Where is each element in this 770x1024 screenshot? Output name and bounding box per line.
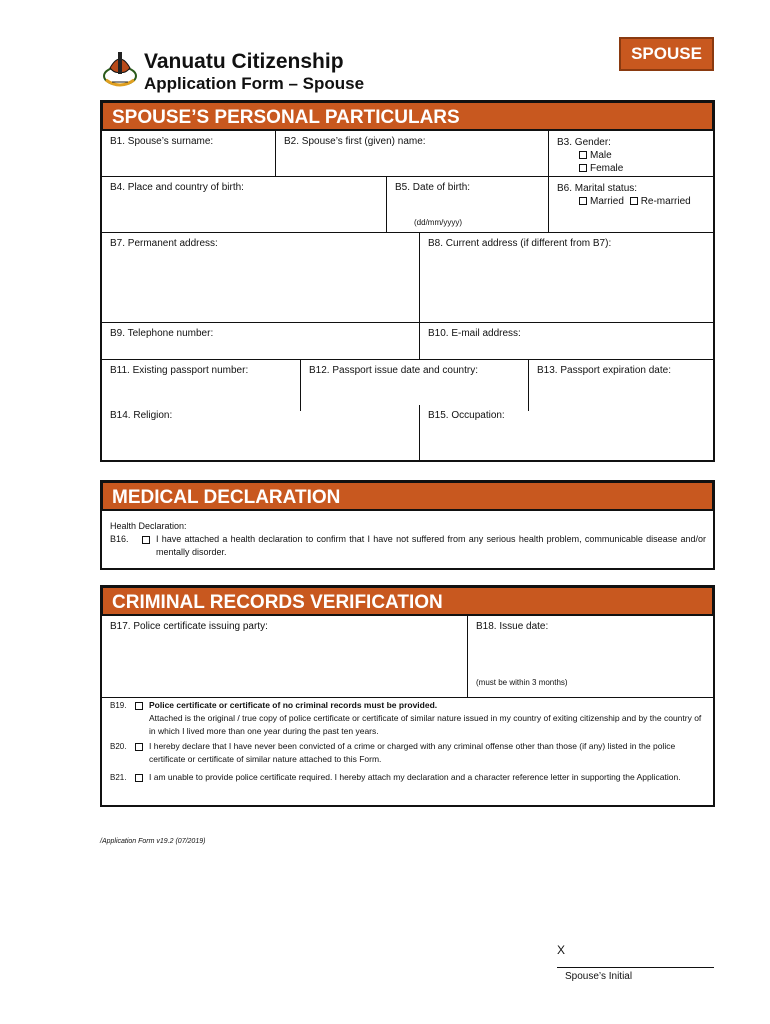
b16-checkbox[interactable] [142, 536, 150, 544]
b19-checkbox[interactable] [135, 702, 143, 710]
passport-expiry-label: B13. Passport expiration date: [537, 365, 671, 376]
personal-particulars-section [100, 100, 715, 462]
b16-text: I have attached a health declaration to confirm that I have not suffered from any serious health problem, communicable disease and/or mentally disorder. [156, 534, 706, 557]
email-label: B10. E-mail address: [428, 328, 521, 339]
married-label: Married [590, 196, 624, 207]
b21-number: B21. [110, 773, 127, 782]
b20-checkbox[interactable] [135, 743, 143, 751]
gender-field [549, 131, 713, 176]
married-checkbox[interactable] [579, 197, 587, 205]
b21-checkbox[interactable] [135, 774, 143, 782]
health-declaration-label: Health Declaration: [110, 521, 187, 531]
issue-date-note: (must be within 3 months) [476, 678, 568, 687]
passport-issue-field[interactable] [301, 359, 529, 411]
b19-number: B19. [110, 701, 127, 710]
dob-field[interactable] [387, 176, 549, 232]
form-header [100, 40, 715, 100]
birthplace-label: B4. Place and country of birth: [110, 182, 244, 193]
dob-format: (dd/mm/yyyy) [414, 218, 462, 227]
religion-label: B14. Religion: [110, 410, 173, 421]
section-heading-personal: SPOUSE’S PERSONAL PARTICULARS [101, 101, 714, 131]
first-name-label: B2. Spouse’s first (given) name: [284, 136, 426, 147]
telephone-label: B9. Telephone number: [110, 328, 214, 339]
issue-date-field[interactable] [468, 616, 713, 697]
initial-line[interactable] [557, 967, 714, 968]
passport-number-field[interactable] [102, 359, 301, 411]
occupation-label: B15. Occupation: [428, 410, 505, 421]
current-address-label: B8. Current address (if different from B7): [428, 238, 612, 249]
female-checkbox[interactable] [579, 164, 587, 172]
remarried-checkbox[interactable] [630, 197, 638, 205]
gender-label: B3. Gender: [557, 137, 611, 148]
b19-text: Attached is the original / true copy of police certificate or certificate of similar nature issued in my country of exiting citizenship and by the country of in which I lived more than one year during the past ten years. [149, 713, 702, 736]
medical-declaration-section [100, 480, 715, 570]
form-title: Vanuatu Citizenship [144, 50, 344, 73]
form-version: /Application Form v19.2 (07/2019) [100, 838, 206, 845]
permanent-address-field[interactable] [102, 232, 420, 322]
form-subtitle: Application Form – Spouse [144, 74, 365, 93]
signature-x-mark: X [557, 943, 566, 957]
police-issuer-label: B17. Police certificate issuing party: [110, 621, 268, 632]
initial-label: Spouse’s Initial [565, 971, 633, 982]
email-field[interactable] [420, 322, 713, 359]
section-heading-criminal: CRIMINAL RECORDS VERIFICATION [101, 586, 714, 616]
criminal-records-section [100, 585, 715, 807]
marital-status-field [549, 176, 713, 232]
male-label: Male [590, 150, 612, 161]
telephone-field[interactable] [102, 322, 420, 359]
female-label: Female [590, 163, 624, 174]
birthplace-field[interactable] [102, 176, 387, 232]
first-name-field[interactable] [276, 131, 549, 176]
permanent-address-label: B7. Permanent address: [110, 238, 218, 249]
passport-issue-label: B12. Passport issue date and country: [309, 365, 478, 376]
coat-of-arms-icon [100, 46, 140, 90]
section-heading-medical: MEDICAL DECLARATION [101, 481, 714, 511]
spouse-badge: SPOUSE [619, 37, 714, 71]
marital-status-label: B6. Marital status: [557, 183, 638, 194]
b20-text: I hereby declare that I have never been convicted of a crime or charged with any criminal offense other than those (if any) listed in the police certificate or certificate of similar nature attached to this Form. [149, 741, 676, 764]
surname-field[interactable] [102, 131, 276, 176]
religion-field[interactable] [102, 405, 420, 460]
male-checkbox[interactable] [579, 151, 587, 159]
remarried-label: Re-married [640, 196, 691, 207]
b21-text: I am unable to provide police certificate required. I hereby attach my declaration and a character reference letter in supporting the Application. [149, 772, 681, 782]
current-address-field[interactable] [420, 232, 713, 322]
occupation-field[interactable] [420, 405, 713, 460]
passport-number-label: B11. Existing passport number: [110, 365, 249, 376]
dob-label: B5. Date of birth: [395, 182, 471, 193]
issue-date-label: B18. Issue date: [476, 621, 549, 632]
surname-label: B1. Spouse’s surname: [110, 136, 214, 147]
b20-number: B20. [110, 742, 127, 751]
police-issuer-field[interactable] [102, 616, 468, 697]
b16-number: B16. [110, 534, 129, 544]
passport-expiry-field[interactable] [529, 359, 713, 411]
b19-bold: Police certificate or certificate of no criminal records must be provided. [149, 700, 438, 710]
